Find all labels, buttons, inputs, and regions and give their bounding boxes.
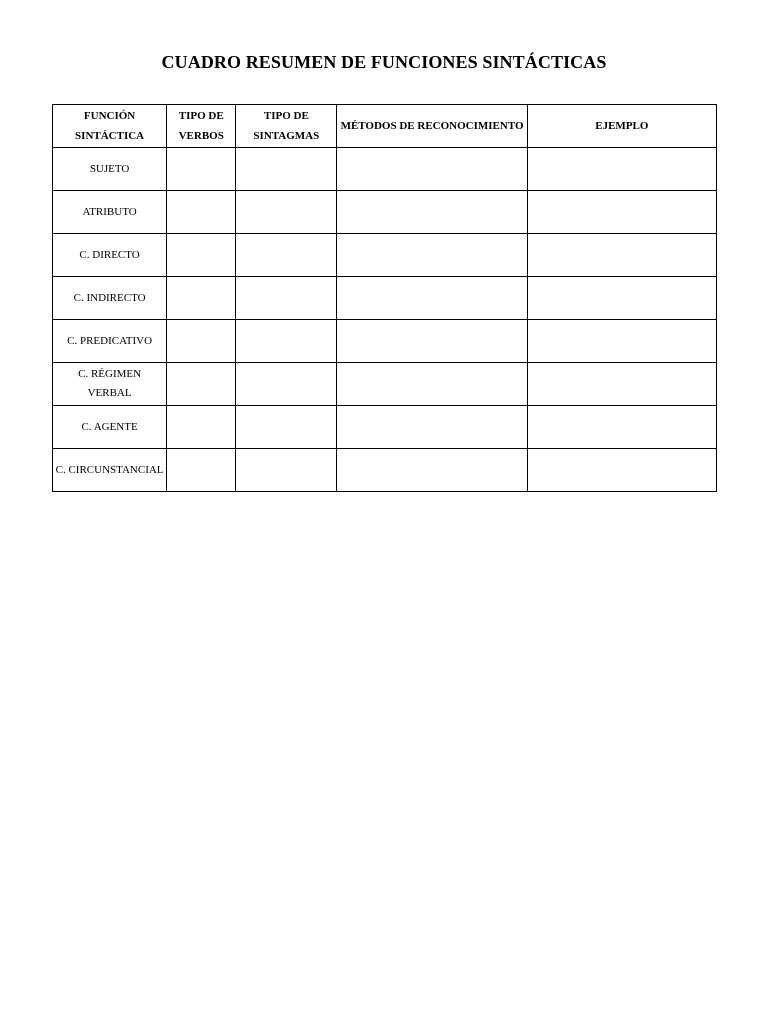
row-label: VERBAL bbox=[87, 387, 132, 399]
row-label: SUJETO bbox=[89, 162, 130, 175]
empty-cell bbox=[337, 191, 527, 234]
row-label-cell bbox=[53, 449, 167, 492]
empty-cell bbox=[337, 148, 527, 191]
row-label: ATRIBUTO bbox=[82, 205, 137, 218]
empty-cell bbox=[337, 363, 527, 406]
syntactic-functions-table bbox=[52, 104, 717, 492]
empty-cell bbox=[527, 320, 716, 363]
table-row bbox=[53, 148, 717, 191]
page-title: CUADRO RESUMEN DE FUNCIONES SINTÁCTICAS bbox=[161, 52, 607, 72]
row-label: C. AGENTE bbox=[81, 420, 138, 433]
empty-cell bbox=[167, 363, 236, 406]
header-ejemplo bbox=[527, 105, 716, 148]
row-label: C. RÉGIMEN bbox=[78, 368, 142, 380]
row-label-cell bbox=[53, 406, 167, 449]
empty-cell bbox=[167, 191, 236, 234]
empty-cell bbox=[236, 191, 337, 234]
empty-cell bbox=[236, 277, 337, 320]
table-row bbox=[53, 191, 717, 234]
header-funcion-sintactica bbox=[53, 105, 167, 148]
header-label: MÉTODOS DE RECONOCIMIENTO bbox=[340, 120, 524, 132]
table-row bbox=[53, 320, 717, 363]
empty-cell bbox=[167, 234, 236, 277]
header-tipo-de-sintagmas bbox=[236, 105, 337, 148]
row-label-cell bbox=[53, 320, 167, 363]
empty-cell bbox=[527, 148, 716, 191]
empty-cell bbox=[337, 406, 527, 449]
empty-cell bbox=[236, 148, 337, 191]
row-label-cell bbox=[53, 148, 167, 191]
table-row bbox=[53, 277, 717, 320]
row-label: C. INDIRECTO bbox=[73, 291, 146, 304]
empty-cell bbox=[337, 320, 527, 363]
empty-cell bbox=[337, 277, 527, 320]
row-label: C. DIRECTO bbox=[79, 248, 140, 261]
empty-cell bbox=[236, 234, 337, 277]
row-label-cell bbox=[53, 191, 167, 234]
table-row bbox=[53, 234, 717, 277]
table-row bbox=[53, 363, 717, 406]
header-label: SINTÁCTICA bbox=[75, 130, 145, 142]
empty-cell bbox=[236, 320, 337, 363]
empty-cell bbox=[236, 406, 337, 449]
row-label: C. PREDICATIVO bbox=[67, 334, 153, 347]
empty-cell bbox=[337, 449, 527, 492]
header-label: FUNCIÓN bbox=[83, 110, 136, 122]
table-row bbox=[53, 449, 717, 492]
empty-cell bbox=[527, 234, 716, 277]
empty-cell bbox=[236, 363, 337, 406]
header-metodos-de-reconocimiento bbox=[337, 105, 527, 148]
table-header-row bbox=[53, 105, 717, 148]
row-label-cell bbox=[53, 277, 167, 320]
empty-cell bbox=[167, 320, 236, 363]
row-label: C. CIRCUNSTANCIAL bbox=[55, 463, 164, 476]
empty-cell bbox=[167, 449, 236, 492]
empty-cell bbox=[527, 277, 716, 320]
header-label: EJEMPLO bbox=[595, 120, 649, 132]
empty-cell bbox=[167, 148, 236, 191]
empty-cell bbox=[337, 234, 527, 277]
empty-cell bbox=[167, 406, 236, 449]
table-row bbox=[53, 406, 717, 449]
header-label: VERBOS bbox=[178, 130, 224, 142]
empty-cell bbox=[167, 277, 236, 320]
header-label: SINTAGMAS bbox=[253, 130, 320, 142]
header-tipo-de-verbos bbox=[167, 105, 236, 148]
row-label-cell bbox=[53, 363, 167, 406]
empty-cell bbox=[236, 449, 337, 492]
header-label: TIPO DE bbox=[263, 110, 309, 122]
empty-cell bbox=[527, 191, 716, 234]
empty-cell bbox=[527, 363, 716, 406]
row-label-cell bbox=[53, 234, 167, 277]
header-label: TIPO DE bbox=[178, 110, 224, 122]
empty-cell bbox=[527, 449, 716, 492]
empty-cell bbox=[527, 406, 716, 449]
